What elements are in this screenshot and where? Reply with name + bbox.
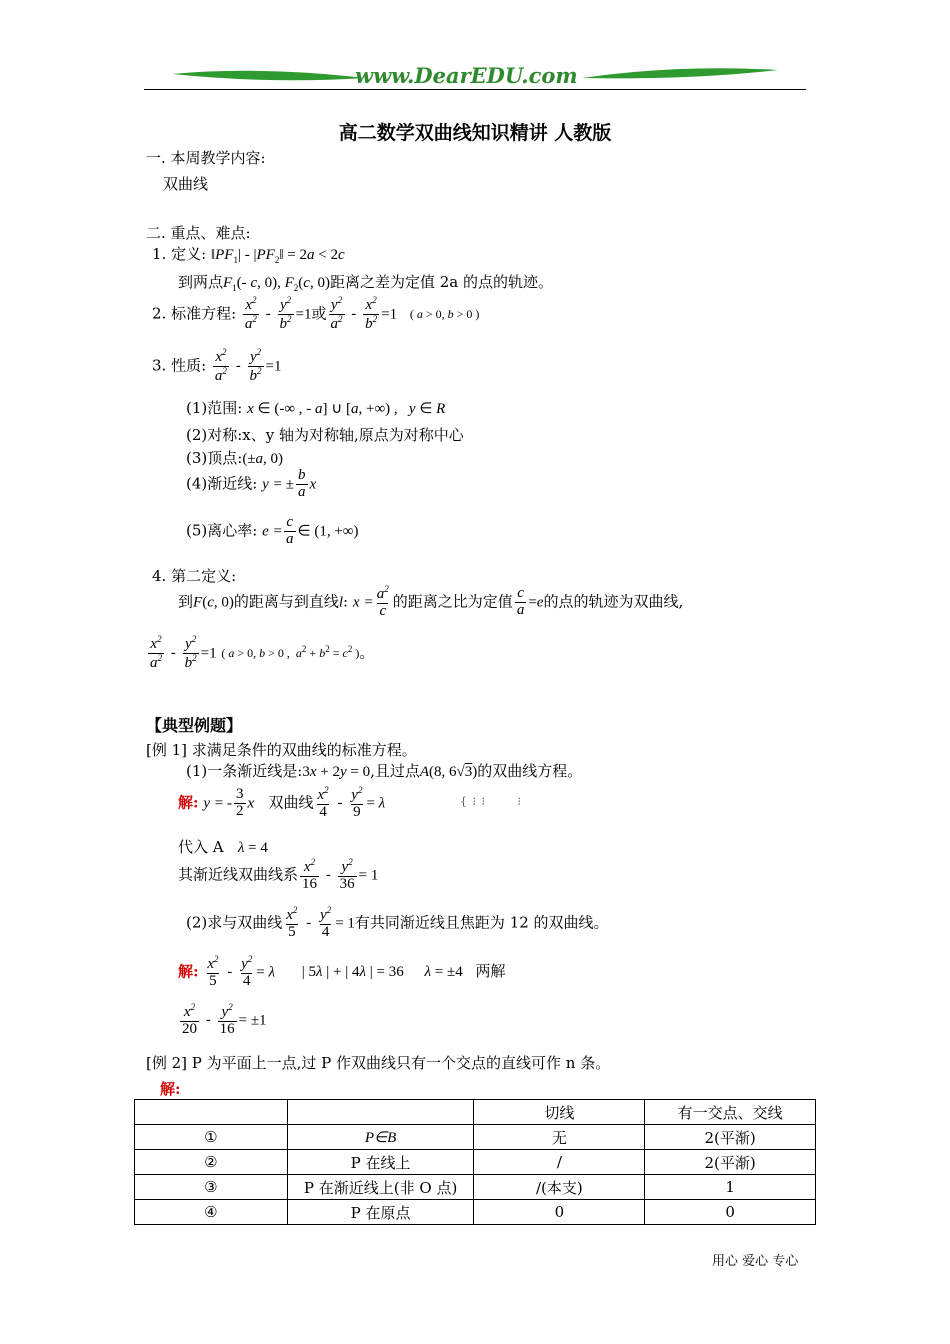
solution1: 解: y = - $\frac{3}{2}$ x 双曲线 $\frac{x^2}{4}$ - $\frac{y^2}{9}$ = λ (178, 785, 386, 820)
standard-equation: 2. 标准方程: $\frac{x^2}{a^2}$ - $\frac{y^2}{b^2}$ =1或 $\frac{y^2}{a^2}$ - $\frac{x^2}{b^2}$ =1 ( a > 0, b > 0 ) (152, 295, 480, 332)
table-cell: /(本支) (474, 1175, 645, 1200)
second-definition-line: 到F(c, 0)的距离与到直线l: x = $\frac{a^2}{c}$ 的距离之比为定值 $\frac{c}{a}$ =e的点的轨迹为双曲线, (178, 584, 684, 619)
table-header-cell (287, 1100, 474, 1125)
table-cell: P 在渐近线上(非 O 点) (287, 1175, 474, 1200)
table-row (135, 1125, 816, 1150)
header-banner (170, 62, 780, 90)
definition-line: 1. 定义: $‖PF_1|$ - $|PF_2‖ = 2a < 2c$ (152, 245, 345, 265)
second-definition-label: 4. 第二定义: (152, 567, 237, 585)
table-cell: P 在线上 (287, 1150, 474, 1175)
prop-range: (1)范围: x ∈ (-∞ , - a] ∪ [a, +∞) , y ∈ R (186, 399, 446, 417)
decorative-system-glyph: { ⁝ ⁝ ⁝ (460, 795, 522, 808)
logo-swoosh-left (170, 62, 370, 90)
example1: [例 1] 求满足条件的双曲线的标准方程。 (146, 741, 417, 759)
table-cell: 2(平渐) (645, 1125, 816, 1150)
table-header-cell: 有一交点、交线 (645, 1100, 816, 1125)
table-header-cell: 切线 (474, 1100, 645, 1125)
solution3-label: 解: (160, 1080, 181, 1098)
table-cell: 2(平渐) (645, 1150, 816, 1175)
prop-eccentricity: (5)离心率: e = $\frac{c}{a}$ ∈ (1, +∞) (186, 514, 359, 547)
header-rule (144, 89, 806, 90)
def-formula: $‖PF_1|$ - $|PF_2‖ = 2a < 2c$ (210, 247, 345, 265)
properties-line: 3. 性质: $\frac{x^2}{a^2}$ - $\frac{y^2}{b^2}$ =1 (152, 347, 282, 384)
examples-heading: 【典型例题】 (146, 716, 243, 735)
page-title: 高二数学双曲线知识精讲 人教版 (338, 122, 612, 144)
solution2-result: $\frac{x^2}{20}$ - $\frac{y^2}{16}$ = ±1 (182, 1002, 267, 1037)
table-cell: P 在原点 (287, 1200, 474, 1225)
table-cell: 0 (474, 1200, 645, 1225)
logo-swoosh-right (580, 62, 780, 90)
solution1-system: 其渐近线双曲线系 $\frac{x^2}{16}$ - $\frac{y^2}{36}$ = 1 (178, 857, 379, 892)
table-cell: / (474, 1150, 645, 1175)
logo-text: www.DearEDU.com (355, 63, 578, 88)
definition-line2: 到两点$F_1(-$ c, 0), $F_2(c$, 0)距离之差为定值 2a 的点的轨迹。 (178, 273, 553, 293)
table-header-row (135, 1100, 816, 1125)
s1-heading: 一. 本周教学内容: (146, 149, 266, 167)
table-cell: ④ (135, 1200, 288, 1225)
s2-heading: 二. 重点、难点: (146, 224, 251, 242)
table-cell: 无 (474, 1125, 645, 1150)
prop-asymptote: (4)渐近线: y = ± $\frac{b}{a}$ x (186, 467, 317, 500)
footer-text: 用心 爱心 专心 (712, 1254, 799, 1269)
example1-part1: (1)一条渐近线是:3x + 2y = 0,且过点A(8, 6√3)的双曲线方程。 (186, 762, 583, 780)
table-cell: 1 (645, 1175, 816, 1200)
solution2: 解: $\frac{x^2}{5}$ - $\frac{y^2}{4}$ = λ | 5λ | + | 4λ | = 36 λ = ±4 两解 (178, 954, 506, 989)
table-row (135, 1175, 816, 1200)
solution1-sub: 代入 A λ = 4 (178, 838, 268, 856)
prop-symmetry: (2)对称:x、y 轴为对称轴,原点为对称中心 (186, 426, 464, 444)
second-definition-eq: $\frac{x^2}{a^2}$ - $\frac{y^2}{b^2}$ =1 ( a > 0, b > 0 , $a^2 + b^2 = c^2$ )。 (150, 634, 375, 671)
cases-table (134, 1099, 816, 1225)
table-row (135, 1150, 816, 1175)
table-cell: 0 (645, 1200, 816, 1225)
example2: [例 2] P 为平面上一点,过 P 作双曲线只有一个交点的直线可作 n 条。 (146, 1054, 611, 1072)
s1-body: 双曲线 (163, 175, 209, 193)
table-row (135, 1200, 816, 1225)
table-header-cell (135, 1100, 288, 1125)
example1-part2: (2)求与双曲线 $\frac{x^2}{5}$ - $\frac{y^2}{4}$ = 1有共同渐近线且焦距为 12 的双曲线。 (186, 905, 609, 940)
table-cell: P∈B (287, 1125, 474, 1150)
table-cell: ① (135, 1125, 288, 1150)
table-cell: ② (135, 1150, 288, 1175)
table-cell: ③ (135, 1175, 288, 1200)
prop-vertex: (3)顶点:(±a, 0) (186, 449, 284, 467)
